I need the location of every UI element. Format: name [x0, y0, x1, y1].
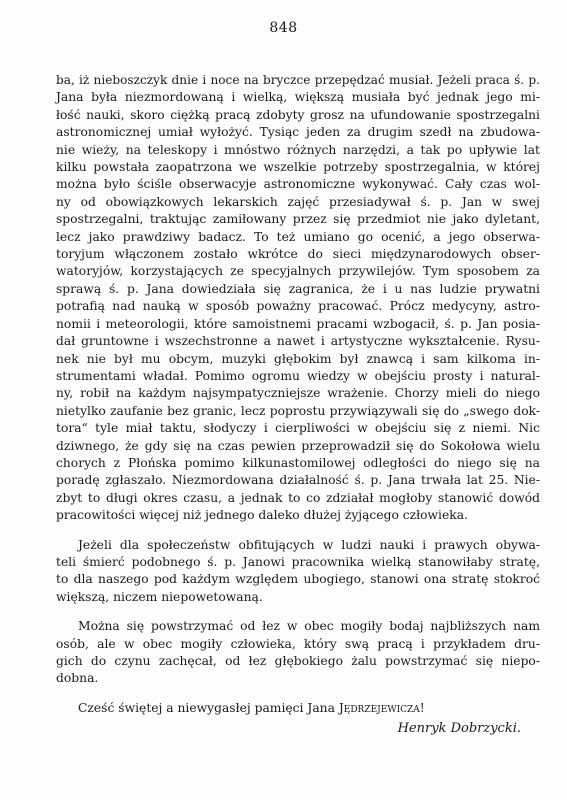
text-line: gich do czynu zachęcał, od łez głębokiego żalu powstrzymać się niepo- — [56, 654, 540, 668]
paragraph-1 — [56, 72, 540, 525]
text-line: poradę zgłaszało. Niezmordowana działalność ś. p. Jana trwała lat 25. Nie- — [56, 473, 540, 488]
paragraph-3 — [56, 618, 540, 688]
closing-name: Jędrzejewicza! — [338, 700, 425, 715]
text-line: to dla naszego pod każdym względem ubogiego, stanowi ona stratę stokroć — [56, 572, 540, 587]
text-line: teli śmierć podobnego ś. p. Janowi pracownika wielką stanowiłaby stratę, — [56, 554, 540, 569]
text-line: lecz jako prawdziwy badacz. To też umiano go ocenić, a jego obserwa- — [56, 229, 540, 244]
article-body — [56, 72, 540, 717]
text-line: osób, ale w obec mogiły człowieka, który swą pracą i przykładem dru- — [56, 636, 540, 651]
closing-prefix: Cześć świętej a niewygasłej pamięci Jana — [78, 700, 339, 715]
text-line: ny od obowiązkowych lekarskich zajęć przesiadywał ś. p. Jan w swej — [56, 194, 540, 209]
text-line: Można się powstrzymać od łez w obec mogiły bodaj najbliższych nam — [78, 619, 540, 634]
text-line: chorych z Płońska pomimo kilkunastomilowej odległości do niego się na — [56, 455, 540, 470]
text-line: łość nauki, skoro ciężką pracą zdobyty grosz na ufundowanie spostrzegalni — [56, 107, 540, 122]
text-line: nie wieży, na teleskopy i mnóstwo różnych narzędzi, a tak po upływie lat — [56, 142, 540, 157]
text-line: astronomicznej umiał wyłożyć. Tysiąc jeden za drugim szedł na zbudowa- — [56, 125, 540, 140]
text-line: dziwnego, że gdy się na czas pewien przeprowadził się do Sokołowa wielu — [56, 438, 540, 453]
text-line: nietylko zaufanie bez granic, lecz poprostu przywiązywali się do „swego dok- — [56, 403, 540, 418]
text-line: większą, niczem niepowetowaną. — [56, 589, 263, 604]
text-line: toryjum włączonem zostało wkrótce do sieci międzynarodowych obser- — [56, 247, 540, 262]
text-line: spostrzegalni, traktując zamiłowany przez się przedmiot nie jako dyletant, — [56, 212, 540, 227]
text-line: Jeżeli dla społeczeństw obfitujących w ludzi nauki i prawych obywa- — [78, 537, 540, 552]
text-line: można było ściśle obserwacyje astronomiczne wykonywać. Cały czas wol- — [56, 177, 540, 192]
text-line: kilku powstała zaopatrzona we wszelkie potrzeby spostrzegalnia, w której — [56, 160, 540, 175]
text-line: zbyt to długi okres czasu, a jednak to co zdziałał mogłoby stanowić dowód — [56, 490, 540, 505]
text-line: pracowitości więcej niż jednego daleko dłużej żyjącego człowieka. — [56, 508, 468, 523]
author-signature: Henryk Dobrzycki. — [397, 721, 521, 736]
paragraph-2 — [56, 537, 540, 607]
text-line: ny, robił na każdym najsympatyczniejsze wrażenie. Chorzy mieli do niego — [56, 386, 540, 401]
text-line: Jana była niezmordowaną i wielką, większą musiała być jednak jego mi- — [56, 90, 540, 105]
text-line: ba, iż nieboszczyk dnie i noce na bryczce przepędzać musiał. Jeżeli praca ś. p. — [56, 73, 540, 87]
text-line: dobna. — [56, 671, 99, 686]
closing-line — [56, 700, 540, 717]
text-line: dał gruntowne i wszechstronne a nawet i artystyczne wykształcenie. Rysu- — [56, 334, 540, 349]
closing-text — [56, 700, 540, 717]
text-line: tora“ tyle miał taktu, słodyczy i cierpliwości w obejściu się z niemi. Nic — [56, 421, 540, 436]
text-line: strumentami władał. Pomimo ogromu wiedzy w obejściu prosty i natural- — [56, 368, 540, 383]
text-line: sprawą ś. p. Jana dowiedziała się zagranica, że i u nas ludzie prywatni — [56, 281, 540, 296]
text-line: watoryjów, korzystających ze specyjalnych przywilejów. Tym sposobem za — [56, 264, 540, 279]
text-line: nek nie był mu obcym, muzyki głębokim był znawcą i sam kilkoma in- — [56, 351, 540, 366]
page-number: 848 — [269, 20, 298, 36]
text-line: potrafią nad nauką w sposób poważny pracować. Prócz medycyny, astro- — [56, 299, 540, 314]
text-line: nomii i meteorologii, które samoistnemi pracami wzbogacił, ś. p. Jan posia- — [56, 316, 540, 331]
